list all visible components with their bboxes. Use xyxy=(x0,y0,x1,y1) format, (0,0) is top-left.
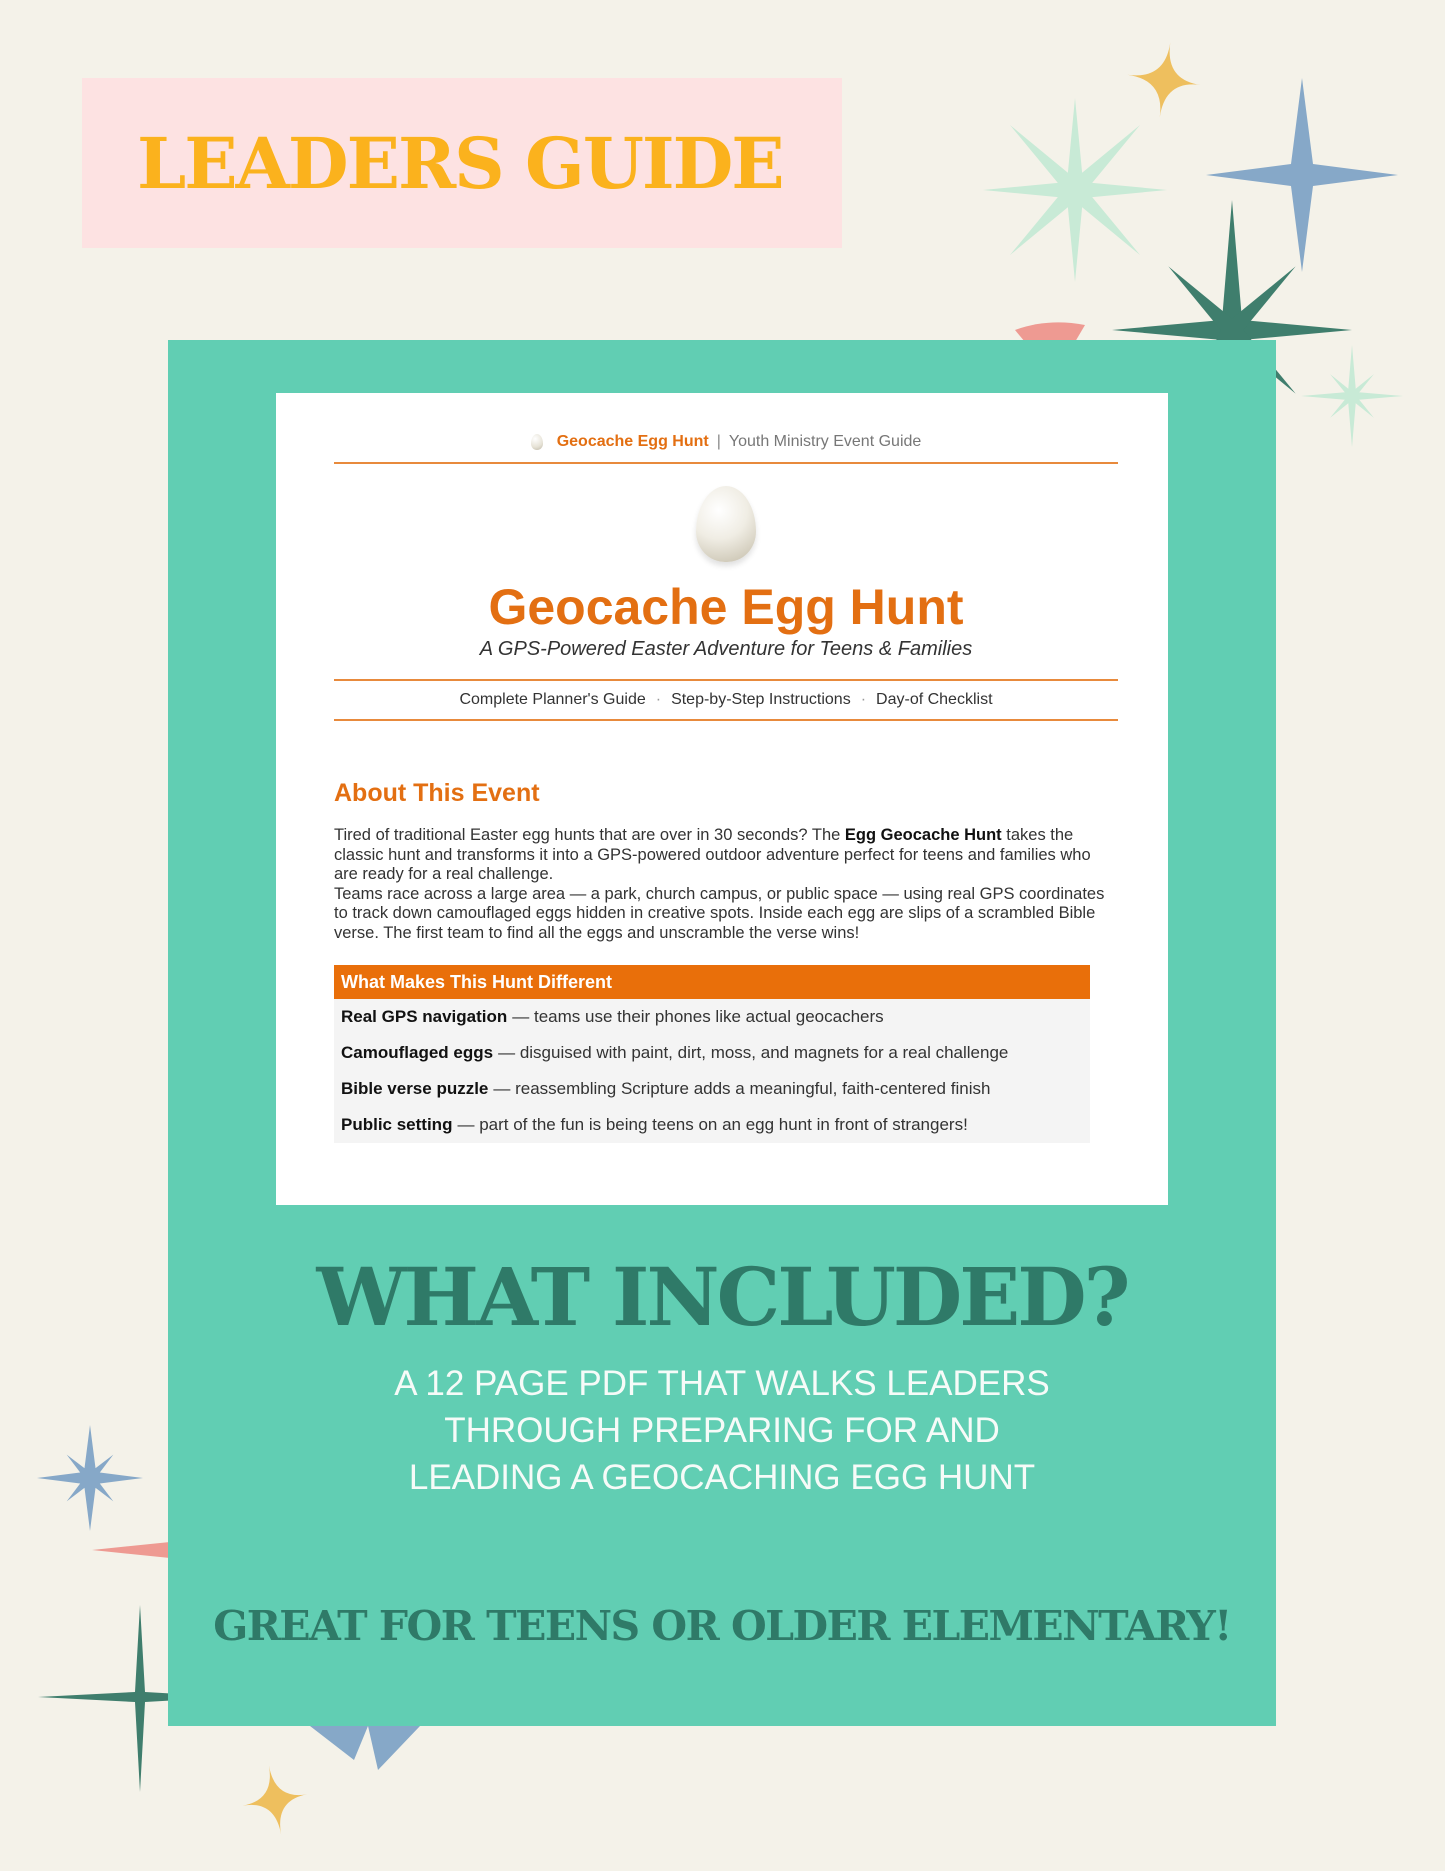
contents-item: Step-by-Step Instructions xyxy=(671,691,851,708)
contents-separator: · xyxy=(655,691,662,708)
banner-title: LEADERS GUIDE xyxy=(137,121,783,205)
difference-item: Real GPS navigation — teams use their phones like actual geocachers xyxy=(341,1007,884,1026)
difference-item: Bible verse puzzle — reassembling Scripture adds a meaningful, faith-centered finish xyxy=(341,1079,991,1098)
differences-heading: What Makes This Hunt Different xyxy=(334,965,1090,999)
divider xyxy=(334,462,1118,464)
included-description: A 12 PAGE PDF THAT WALKS LEADERS THROUGH PREPARING FOR AND LEADING A GEOCACHING EGG HUNT xyxy=(394,1364,1050,1497)
sparkle-icon xyxy=(945,60,1205,320)
about-heading: About This Event xyxy=(334,779,540,807)
event-name: Egg Geocache Hunt xyxy=(844,826,1002,844)
difference-item: Camouflaged eggs — disguised with paint, dirt, moss, and magnets for a real challenge xyxy=(341,1043,1009,1062)
sparkle-icon xyxy=(310,1726,420,1770)
divider xyxy=(334,719,1118,721)
sparkle-icon xyxy=(236,1760,313,1840)
about-paragraph: Teams race across a large area — a park, church campus, or public space — using real GPS coordinates to track down camouflaged eggs hidden in creative spots. Inside each egg are slips of a scrambled Bible verse. The first team to find all the eggs and unscramble the verse wins! xyxy=(334,884,1105,942)
sparkle-icon xyxy=(37,1425,143,1531)
sparkle-icon xyxy=(92,1542,170,1558)
differences-box xyxy=(334,965,1090,1143)
header-separator: | xyxy=(716,433,721,450)
document-contents-line xyxy=(334,681,1118,719)
contents-item: Day-of Checklist xyxy=(876,691,993,708)
product-panel xyxy=(168,340,1276,1726)
leaders-guide-banner xyxy=(82,78,842,248)
document-tagline: A GPS-Powered Easter Adventure for Teens & Families xyxy=(479,638,973,660)
document-preview xyxy=(276,393,1168,1205)
contents-separator: · xyxy=(860,691,867,708)
document-header xyxy=(334,428,1118,456)
difference-item: Public setting — part of the fun is being teens on an egg hunt in front of strangers! xyxy=(341,1115,968,1134)
contents-item: Complete Planner's Guide xyxy=(459,691,646,708)
document-header-subtitle: Youth Ministry Event Guide xyxy=(728,433,922,450)
egg-icon xyxy=(696,486,756,562)
egg-icon xyxy=(531,434,543,450)
sparkle-icon xyxy=(1122,37,1206,123)
about-body xyxy=(334,826,1118,943)
audience-tagline: GREAT FOR TEENS OR OLDER ELEMENTARY! xyxy=(213,1602,1231,1650)
sparkle-icon xyxy=(1301,345,1403,447)
about-paragraph: Tired of traditional Easter egg hunts that are over in 30 seconds? The Egg Geocache Hunt takes the classic hunt and transforms it into a GPS-powered outdoor adventure perfect for teens and families who are ready for a real challenge. xyxy=(334,826,1091,883)
included-title: WHAT INCLUDED? xyxy=(316,1250,1128,1344)
document-title: Geocache Egg Hunt xyxy=(488,579,964,635)
document-brand: Geocache Egg Hunt xyxy=(556,433,709,450)
